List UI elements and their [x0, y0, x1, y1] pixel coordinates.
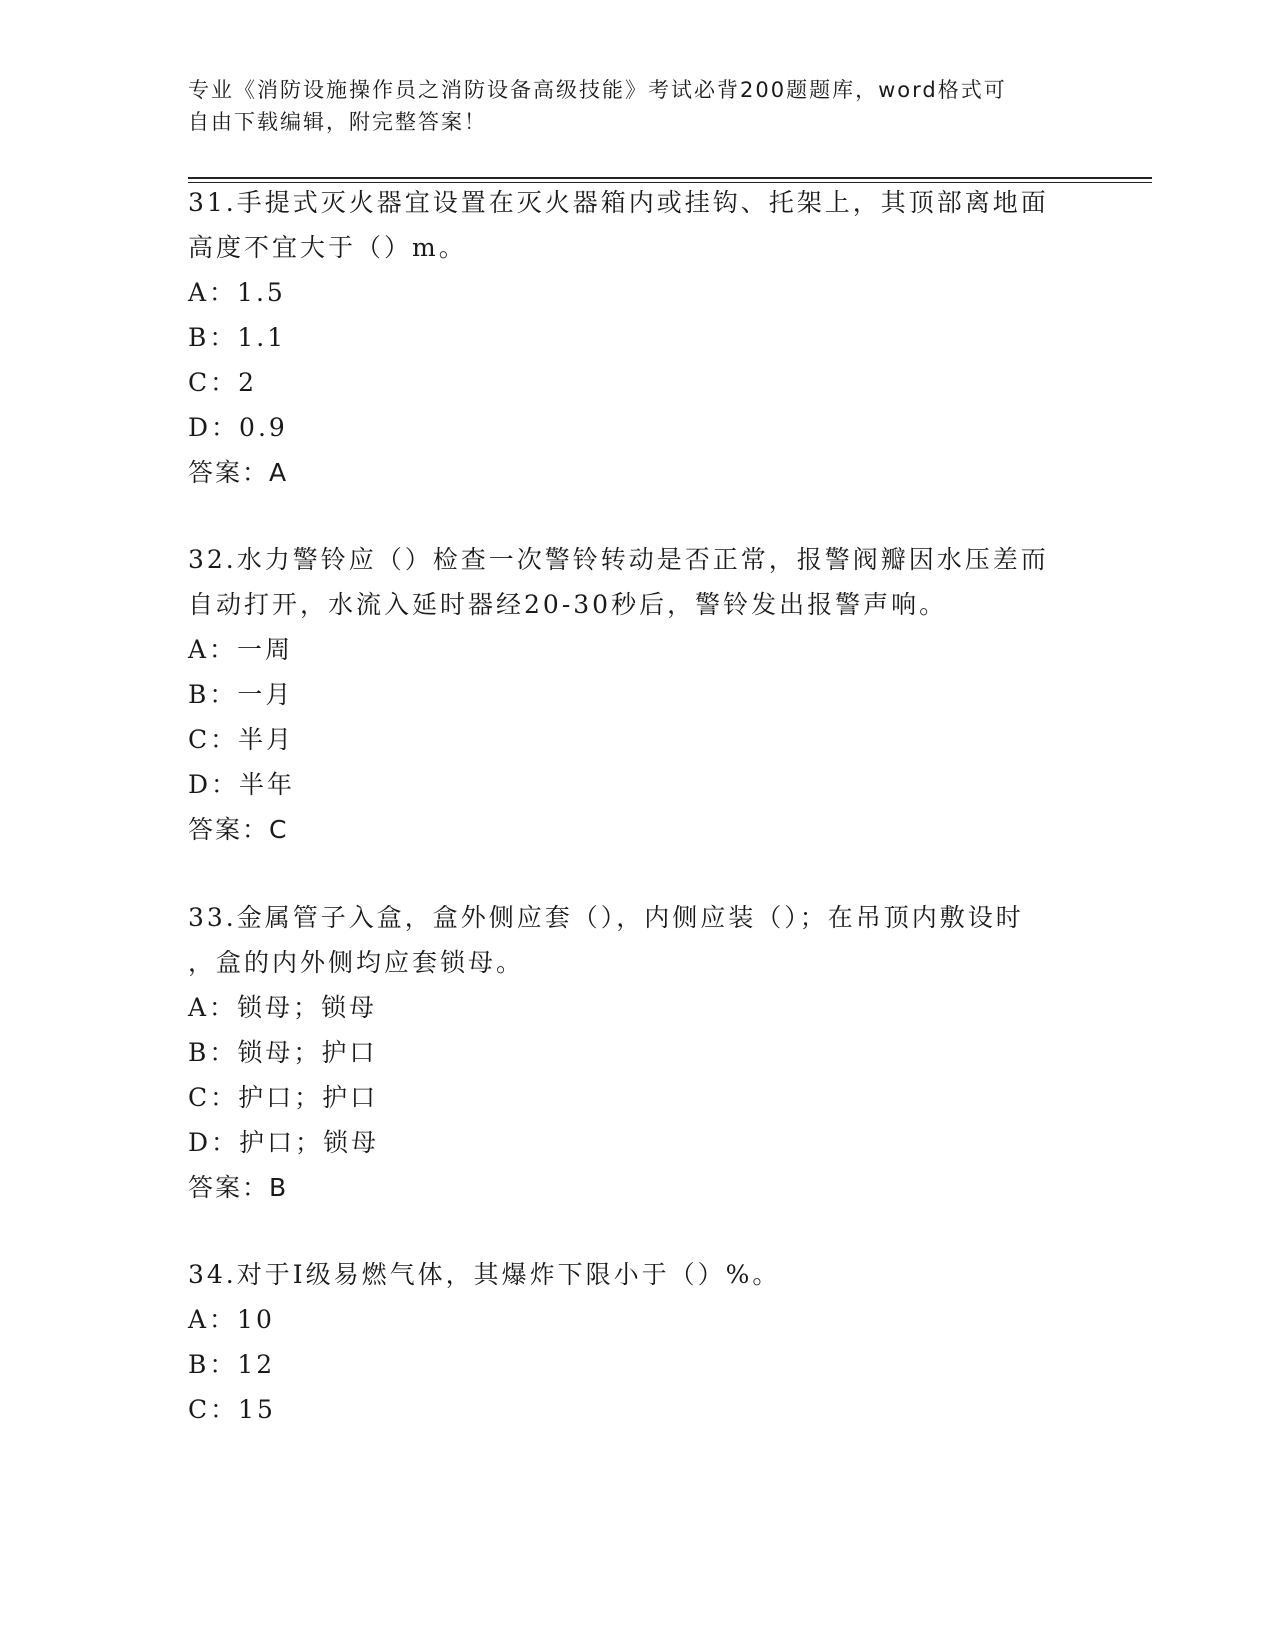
header-line: 自由下载编辑，附完整答案！ [188, 110, 487, 134]
option-c: C：护口；护口 [188, 1083, 379, 1112]
option-c: C：半月 [188, 725, 295, 754]
question-34 [188, 1252, 1088, 1432]
option-b: B：锁母；护口 [188, 1038, 378, 1067]
stem-line: 32.水力警铃应（）检查一次警铃转动是否正常，报警阀瓣因水压差而 [188, 545, 1049, 574]
document-header [188, 74, 1068, 138]
stem-line: 34.对于Ⅰ级易燃气体，其爆炸下限小于（）%。 [188, 1260, 781, 1289]
stem-line: 33.金属管子入盒，盒外侧应套（），内侧应装（）；在吊顶内敷设时 [188, 903, 1024, 932]
option-a: A：一周 [188, 635, 294, 664]
header-divider [188, 177, 1152, 179]
answer: 答案：B [188, 1173, 289, 1202]
stem-line: 高度不宜大于（）m。 [188, 233, 467, 262]
option-b: B：1.1 [188, 323, 287, 352]
option-a: A：锁母；锁母 [188, 993, 378, 1022]
question-stem [188, 895, 1088, 985]
option-b: B：一月 [188, 680, 294, 709]
stem-line: 自动打开，水流入延时器经20-30秒后，警铃发出报警声响。 [188, 590, 948, 619]
answer: 答案：C [188, 815, 289, 844]
question-33 [188, 895, 1088, 1210]
option-d: D：0.9 [188, 413, 288, 442]
option-a: A：1.5 [188, 278, 286, 307]
option-d: D：半年 [188, 770, 296, 799]
option-c: C：2 [188, 368, 258, 397]
option-c: C：15 [188, 1395, 276, 1424]
question-stem [188, 1252, 1088, 1297]
option-a: A：10 [188, 1305, 275, 1334]
stem-line: ，盒的内外侧均应套锁母。 [188, 948, 525, 977]
question-31 [188, 180, 1088, 495]
header-line: 专业《消防设施操作员之消防设备高级技能》考试必背200题题库，word格式可 [188, 78, 1007, 102]
question-stem [188, 180, 1088, 270]
answer: 答案：A [188, 458, 289, 487]
question-stem [188, 537, 1088, 627]
question-32 [188, 537, 1088, 852]
option-d: D：护口；锁母 [188, 1128, 380, 1157]
stem-line: 31.手提式灭火器宜设置在灭火器箱内或挂钩、托架上，其顶部离地面 [188, 188, 1049, 217]
option-b: B：12 [188, 1350, 276, 1379]
